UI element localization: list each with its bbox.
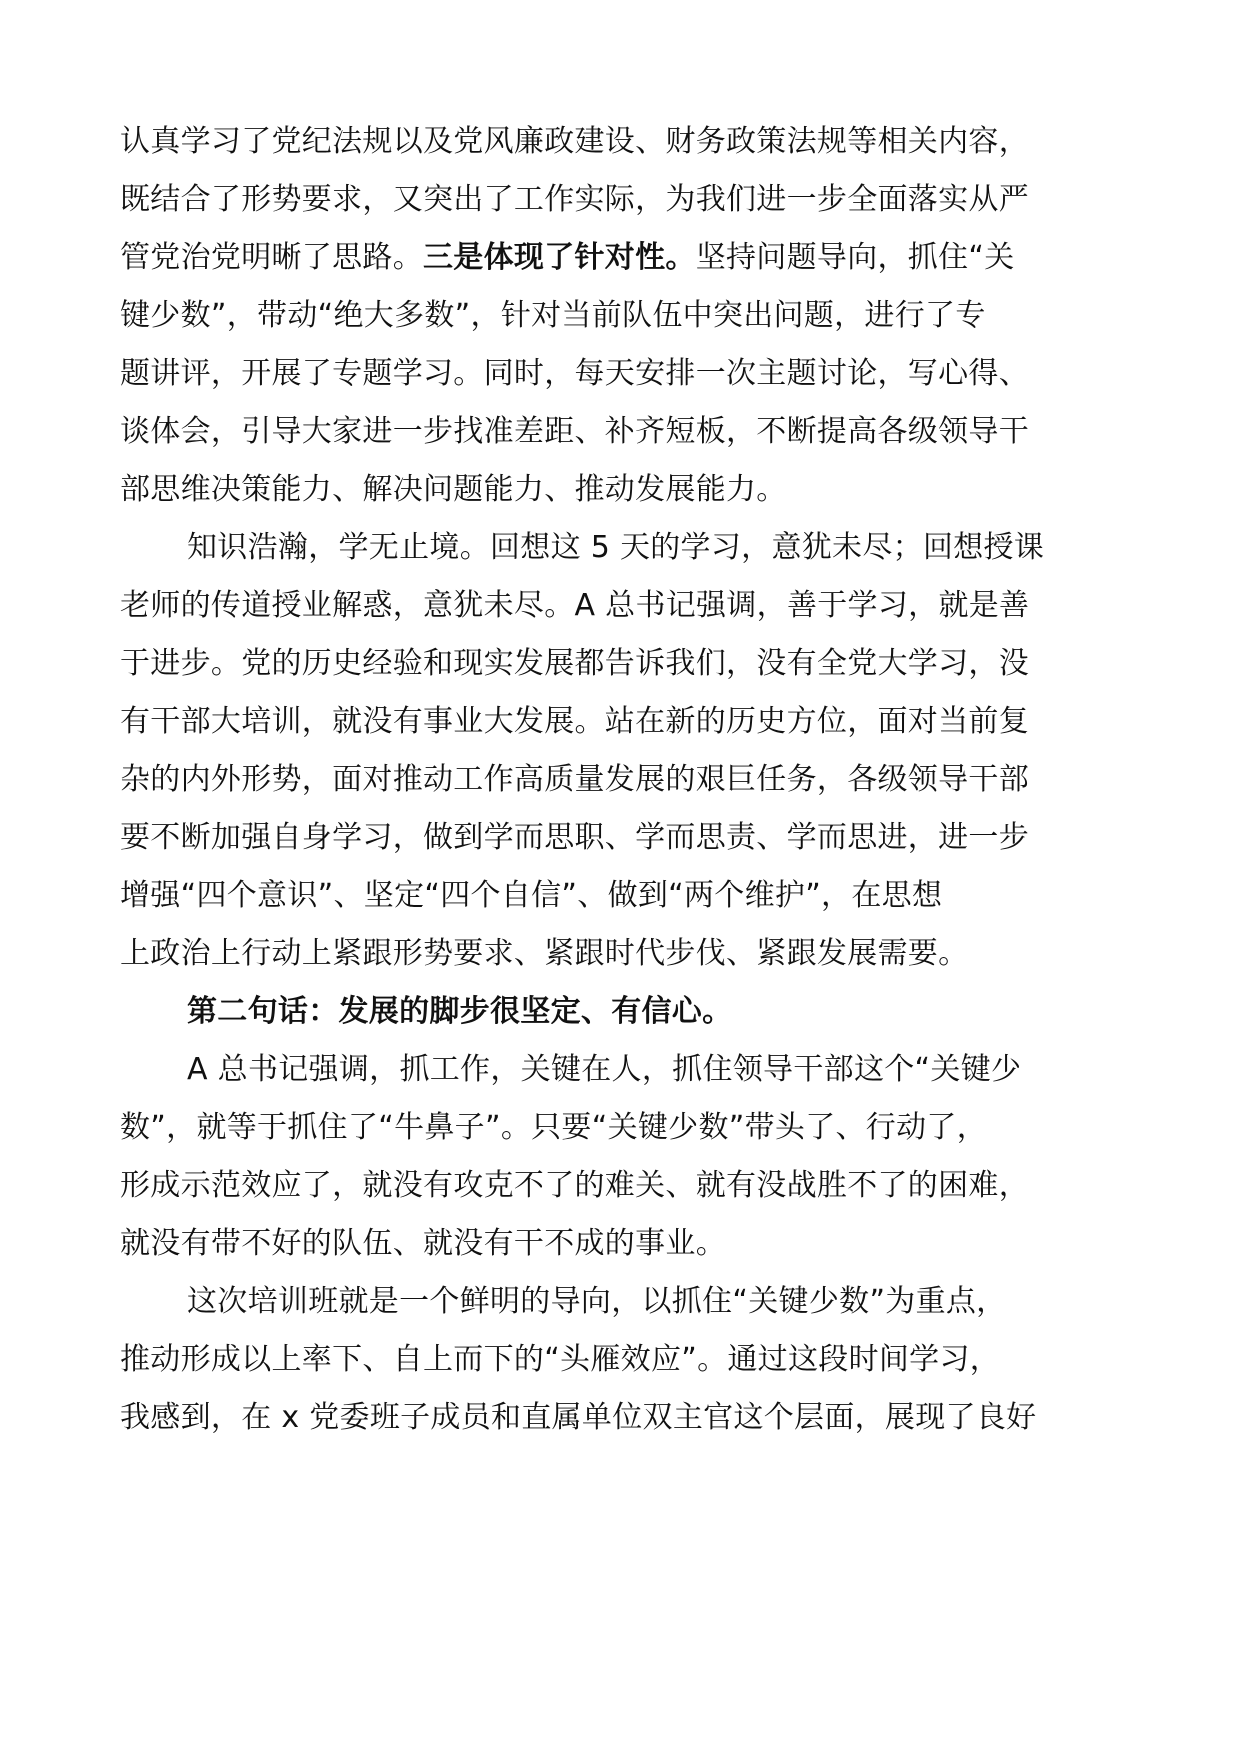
text-line	[120, 238, 1150, 278]
text-line: A 总书记强调，抓工作，关键在人，抓住领导干部这个“关键少	[187, 1052, 1022, 1087]
text-segment: 坚持问题导向，抓住“关	[695, 240, 1015, 275]
text-line: 增强“四个意识”、坚定“四个自信”、做到“两个维护”，在思想	[120, 878, 943, 913]
text-line: 题讲评，开展了专题学习。同时，每天安排一次主题讨论，写心得、	[120, 356, 1029, 391]
text-line: 杂的内外形势，面对推动工作高质量发展的艰巨任务，各级领导干部	[120, 762, 1029, 797]
bold-emphasis: 三是体现了针对性。	[423, 240, 696, 275]
text-line: 谈体会，引导大家进一步找准差距、补齐短板，不断提高各级领导干	[120, 414, 1029, 449]
text-line: 数”，就等于抓住了“牛鼻子”。只要“关键少数”带头了、行动了，	[120, 1110, 988, 1145]
text-line: 老师的传道授业解惑，意犹未尽。A 总书记强调，善于学习，就是善	[120, 588, 1030, 623]
section-heading: 第二句话：发展的脚步很坚定、有信心。	[187, 994, 733, 1029]
text-line: 上政治上行动上紧跟形势要求、紧跟时代步伐、紧跟发展需要。	[120, 936, 969, 971]
text-line: 键少数”，带动“绝大多数”，针对当前队伍中突出问题，进行了专	[120, 298, 986, 333]
text-line: 推动形成以上率下、自上而下的“头雁效应”。通过这段时间学习，	[120, 1342, 1001, 1377]
text-segment: 管党治党明晰了思路。	[120, 240, 423, 275]
text-line: 部思维决策能力、解决问题能力、推动发展能力。	[120, 472, 787, 507]
text-line: 知识浩瀚，学无止境。回想这 5 天的学习，意犹未尽；回想授课	[187, 530, 1045, 565]
text-line: 就没有带不好的队伍、就没有干不成的事业。	[120, 1226, 726, 1261]
text-line: 有干部大培训，就没有事业大发展。站在新的历史方位，面对当前复	[120, 704, 1029, 739]
text-line: 形成示范效应了，就没有攻克不了的难关、就有没战胜不了的困难，	[120, 1168, 1029, 1203]
text-line: 这次培训班就是一个鲜明的导向，以抓住“关键少数”为重点，	[187, 1284, 1007, 1319]
text-line: 我感到，在 x 党委班子成员和直属单位双主官这个层面，展现了良好	[120, 1400, 1037, 1435]
text-line: 既结合了形势要求，又突出了工作实际，为我们进一步全面落实从严	[120, 182, 1029, 217]
text-line: 要不断加强自身学习，做到学而思职、学而思责、学而思进，进一步	[120, 820, 1029, 855]
text-line: 于进步。党的历史经验和现实发展都告诉我们，没有全党大学习，没	[120, 646, 1029, 681]
text-line: 认真学习了党纪法规以及党风廉政建设、财务政策法规等相关内容，	[120, 124, 1029, 159]
